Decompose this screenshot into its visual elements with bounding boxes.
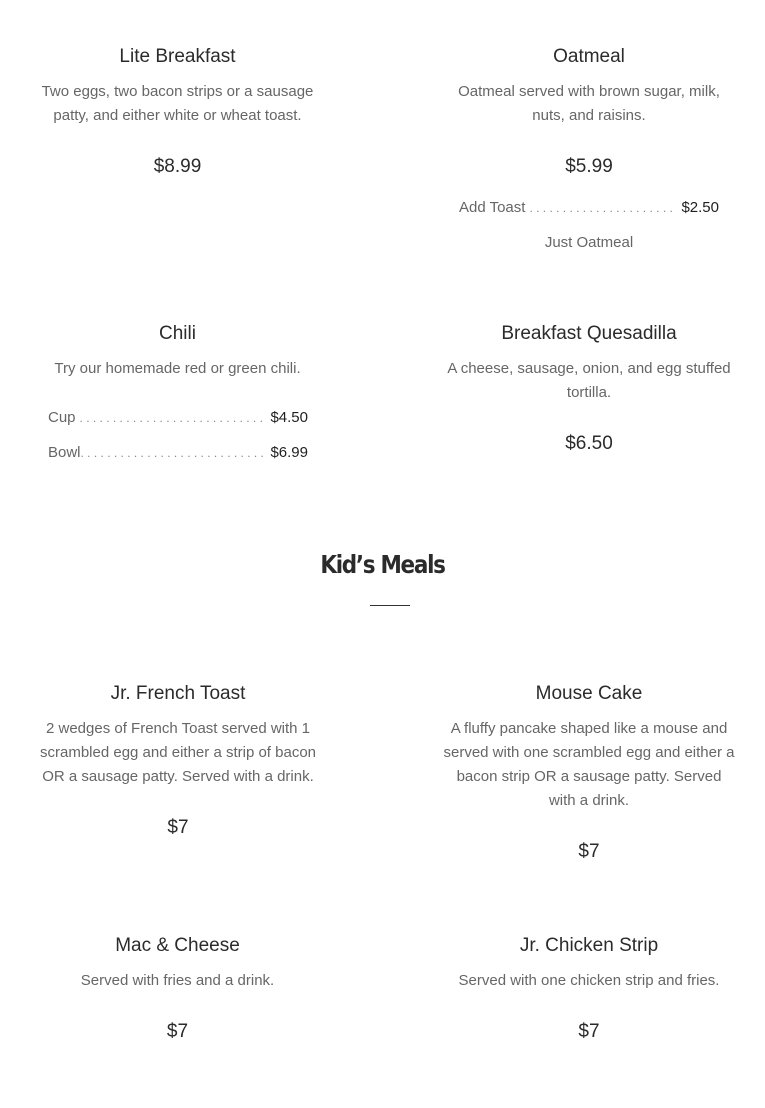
item-description: A cheese, sausage, onion, and egg stuffed tortilla.	[447, 360, 731, 401]
leader-dots	[80, 408, 267, 428]
menu-item-breakfast-quesadilla	[440, 323, 738, 463]
option-just-oatmeal: Just Oatmeal	[544, 234, 634, 251]
section-divider	[370, 605, 410, 606]
item-title: Oatmeal	[553, 46, 625, 67]
item-price: $5.99	[565, 156, 613, 177]
item-price: $7	[578, 1021, 600, 1042]
item-title: Chili	[159, 323, 196, 344]
item-price: $7	[167, 817, 189, 838]
item-title: Mouse Cake	[535, 683, 643, 704]
item-description: 2 wedges of French Toast served with 1 scrambled egg and either a strip of bacon OR a sausage patty. Served with a drink.	[40, 720, 316, 785]
menu-item-jr-french-toast	[28, 683, 328, 843]
menu-item-chili	[30, 323, 325, 383]
option-price: $6.99	[270, 444, 308, 461]
item-title: Mac & Cheese	[115, 935, 240, 956]
item-title: Jr. French Toast	[110, 683, 246, 704]
menu-item-mac-cheese	[30, 935, 325, 1055]
item-description: Try our homemade red or green chili.	[54, 360, 301, 377]
item-description: A fluffy pancake shaped like a mouse and served with one scrambled egg and either a bacon strip OR a sausage patty. Served with a drink.	[443, 720, 735, 809]
item-price: $6.50	[565, 433, 613, 454]
item-price: $8.99	[153, 156, 202, 177]
option-price: $4.50	[270, 409, 308, 426]
option-add-toast	[459, 198, 719, 218]
item-price: $7	[578, 841, 600, 862]
option-label: Add Toast	[459, 199, 526, 216]
menu-item-jr-chicken-strip	[440, 935, 738, 1055]
option-bowl	[48, 443, 308, 463]
menu-item-mouse-cake	[440, 683, 738, 873]
item-title: Jr. Chicken Strip	[519, 935, 659, 956]
item-description: Oatmeal served with brown sugar, milk, nuts, and raisins.	[458, 83, 720, 124]
option-label: Cup	[48, 409, 76, 426]
option-label: Bowl	[48, 444, 81, 461]
menu-item-lite-breakfast	[30, 46, 325, 186]
leader-dots	[81, 443, 267, 463]
item-description: Two eggs, two bacon strips or a sausage patty, and either white or wheat toast.	[41, 83, 314, 124]
item-title: Breakfast Quesadilla	[501, 323, 677, 344]
item-description: Served with one chicken strip and fries.	[458, 972, 720, 989]
menu-item-oatmeal	[440, 46, 738, 256]
item-description: Served with fries and a drink.	[80, 972, 275, 989]
leader-dots	[529, 198, 677, 218]
option-price: $2.50	[681, 199, 719, 216]
item-title: Lite Breakfast	[119, 46, 236, 67]
section-heading-kids-meals: Kid’s Meals	[320, 550, 445, 579]
item-price: $7	[166, 1021, 189, 1042]
option-cup	[48, 408, 308, 428]
